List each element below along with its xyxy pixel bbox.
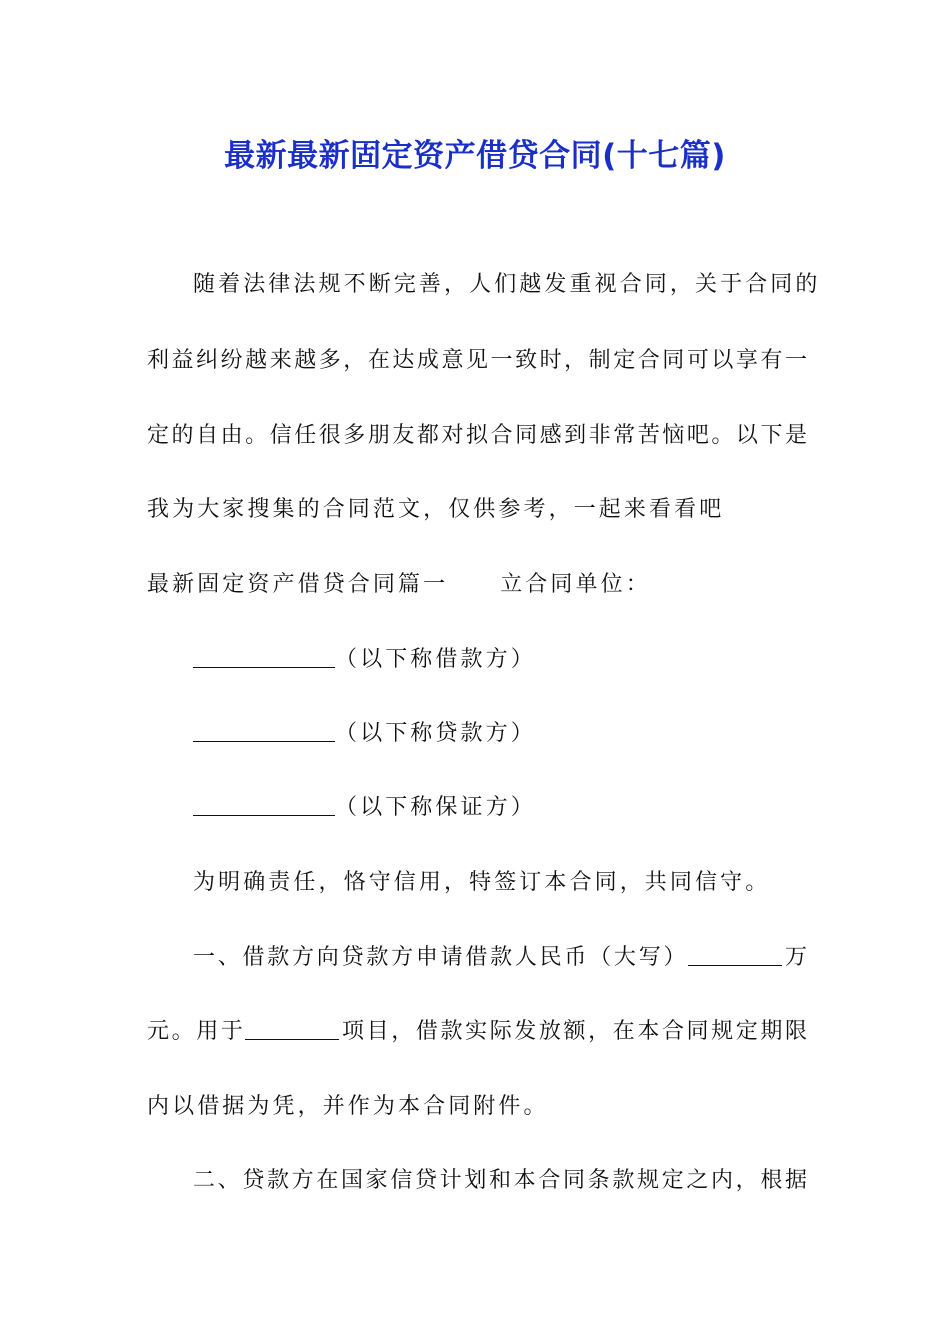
party-borrower-label: （以下称借款方） (335, 647, 536, 672)
party-guarantor-label: （以下称保证方） (335, 795, 536, 820)
clause1-text-d: 项目，借款实际发放额，在本合同规定期限 (339, 1019, 807, 1044)
party-lender-label: （以下称贷款方） (335, 721, 536, 746)
intro-line-2: 利益纠纷越来越多，在达成意见一致时，制定合同可以享有一 (147, 348, 807, 373)
borrower-blank (193, 645, 335, 668)
clause1-line-2 (147, 1017, 807, 1047)
lender-blank (193, 719, 335, 742)
clause1-line-3: 内以借据为凭，并作为本合同附件。 (147, 1094, 549, 1119)
clause1-text-a: 一、借款方向贷款方申请借款人民币（大写） (193, 945, 689, 970)
clause1-text-c: 元。用于 (147, 1019, 246, 1044)
section-heading-line (147, 570, 807, 600)
clause1-line-1 (193, 943, 807, 973)
project-blank (245, 1017, 339, 1040)
intro-line-3: 定的自由。信任很多朋友都对拟合同感到非常苦恼吧。以下是 (147, 423, 807, 448)
party-borrower-line (193, 645, 807, 675)
statement-line: 为明确责任，恪守信用，特签订本合同，共同信守。 (193, 870, 771, 895)
party-lender-line (193, 719, 807, 749)
document-title: 最新最新固定资产借贷合同(十七篇) (224, 138, 726, 174)
intro-line-1: 随着法律法规不断完善，人们越发重视合同，关于合同的 (193, 272, 821, 297)
amount-blank (688, 943, 782, 966)
clause1-text-b: 万 (782, 945, 807, 970)
clause2-line-1: 二、贷款方在国家信贷计划和本合同条款规定之内，根据 (193, 1168, 807, 1193)
intro-line-4: 我为大家搜集的合同范文，仅供参考，一起来看看吧 (147, 497, 725, 522)
party-guarantor-line (193, 793, 807, 823)
section-label: 立合同单位： (500, 572, 651, 597)
section-heading: 最新固定资产借贷合同篇一 (147, 572, 449, 597)
guarantor-blank (193, 793, 335, 816)
